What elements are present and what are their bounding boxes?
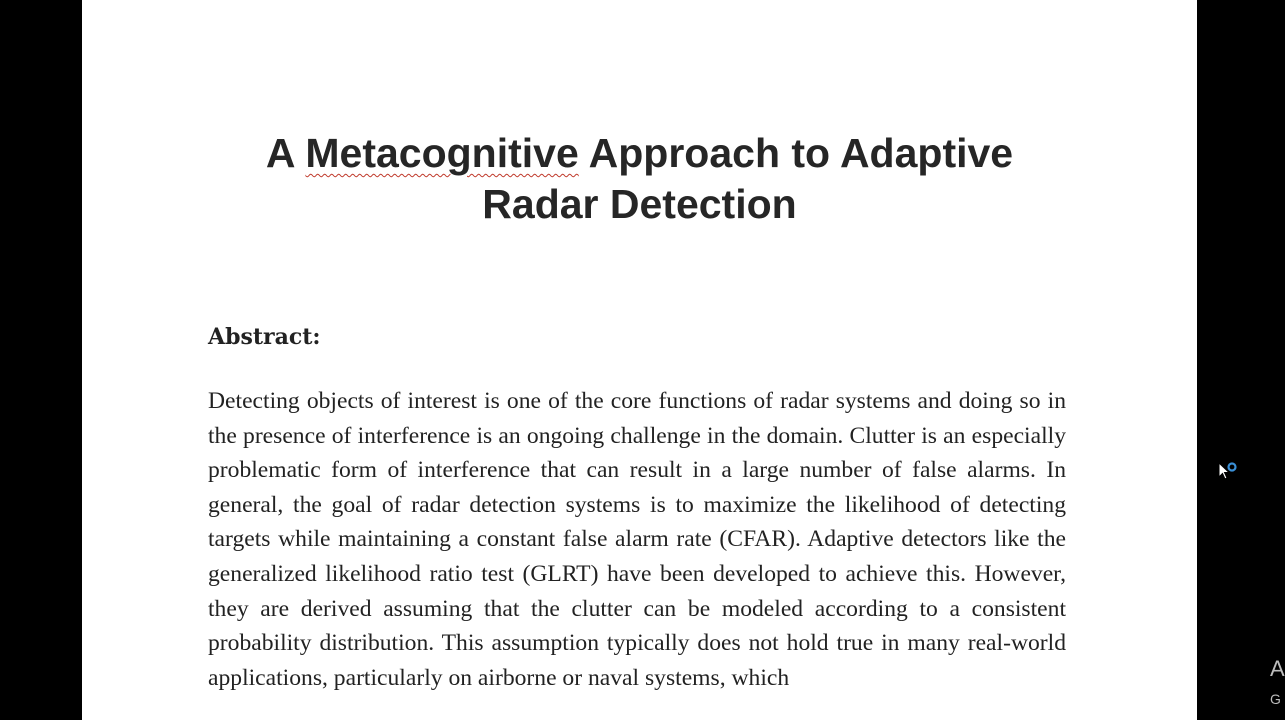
- document-title: [82, 128, 1197, 230]
- abstract-heading: Abstract:: [208, 324, 321, 350]
- busy-cursor-icon: [1218, 462, 1240, 486]
- watermark-line1: A: [1270, 656, 1285, 681]
- watermark-line2: G: [1270, 691, 1281, 707]
- title-text: A: [265, 130, 306, 176]
- misspelled-word[interactable]: Metacognitive: [305, 130, 579, 176]
- title-text: Approach to Adaptive: [578, 130, 1014, 176]
- activation-watermark: [1270, 654, 1285, 714]
- title-text-line2: Radar Detection: [482, 181, 797, 227]
- abstract-paragraph: Detecting objects of interest is one of the core functions of radar systems and doing so in the presence of interference is an ongoing challenge in the domain. Clutter is an especially problematic form of interference that can result in a large number of false alarms. In general, the goal of radar detection systems is to maximize the likelihood of detecting targets while maintaining a constant false alarm rate (CFAR). Adaptive detectors like the generalized likelihood ratio test (GLRT) have been developed to achieve this. However, they are derived assuming that the clutter can be modeled according to a consistent probability distribution. This assumption typically does not hold true in many real-world applications, particularly on airborne or naval systems, which: [208, 388, 1066, 691]
- document-page: [82, 0, 1285, 720]
